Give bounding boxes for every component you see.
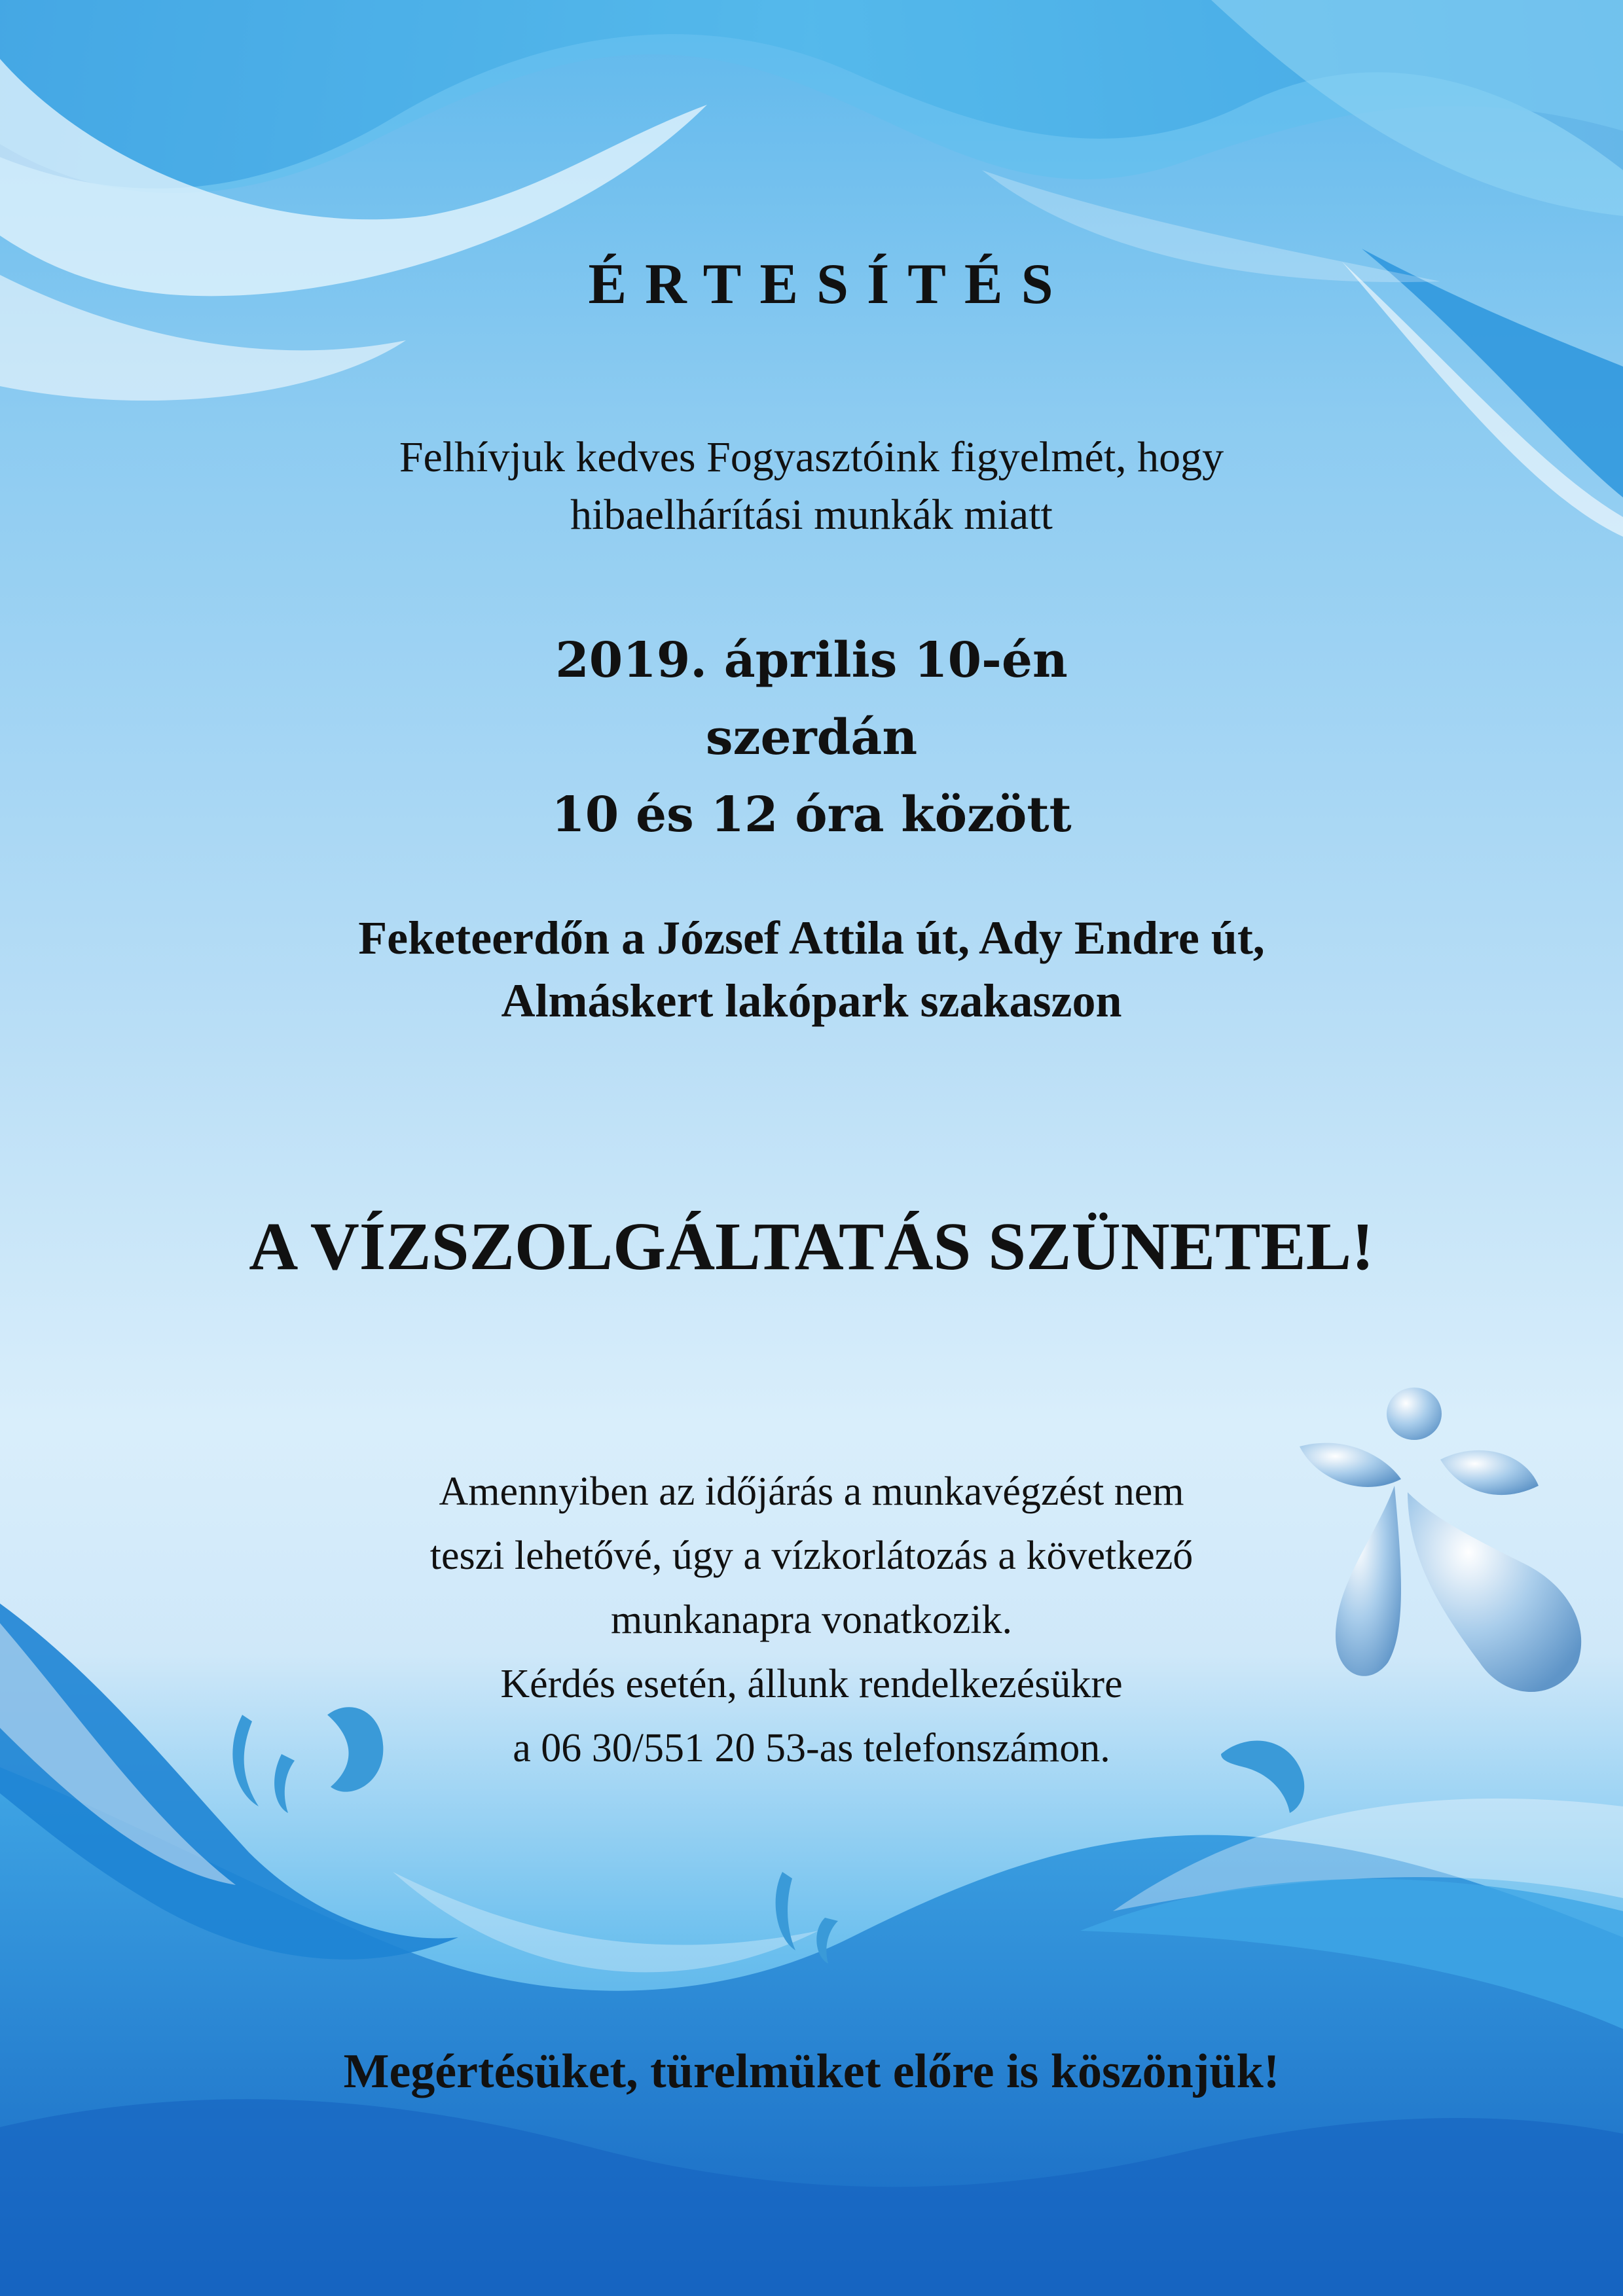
service-interruption-headline: A VÍZSZOLGÁLTATÁS SZÜNETEL! <box>249 1209 1374 1284</box>
intro-line: Felhívjuk kedves Fogyasztóink figyelmét, hogy <box>399 433 1224 481</box>
location-block <box>0 906 1623 1032</box>
notice-line: Amennyiben az időjárás a munkavégzést nem <box>439 1469 1184 1514</box>
notice-line: teszi lehetővé, úgy a vízkorlátozás a következő <box>429 1534 1194 1578</box>
schedule-time: 10 és 12 óra között <box>551 787 1072 843</box>
intro-line: hibaelhárítási munkák miatt <box>570 491 1053 539</box>
intro-paragraph <box>0 429 1623 544</box>
page-title: ÉRTESÍTÉS <box>588 253 1072 316</box>
notice-paragraph <box>0 1460 1623 1780</box>
notice-line: munkanapra vonatkozik. <box>611 1598 1012 1642</box>
schedule-date: 2019. április 10-én <box>555 632 1068 689</box>
schedule-block <box>0 622 1623 853</box>
location-line: Almáskert lakópark szakaszon <box>501 975 1122 1027</box>
schedule-day: szerdán <box>705 709 918 766</box>
location-line: Feketeerdőn a József Attila út, Ady Endre út, <box>358 912 1265 964</box>
notice-line: Kérdés esetén, állunk rendelkezésükre <box>500 1662 1123 1706</box>
thanks-message: Megértésüket, türelmüket előre is köszönjük! <box>343 2045 1280 2098</box>
notice-line: a 06 30/551 20 53-as telefonszámon. <box>513 1726 1110 1770</box>
